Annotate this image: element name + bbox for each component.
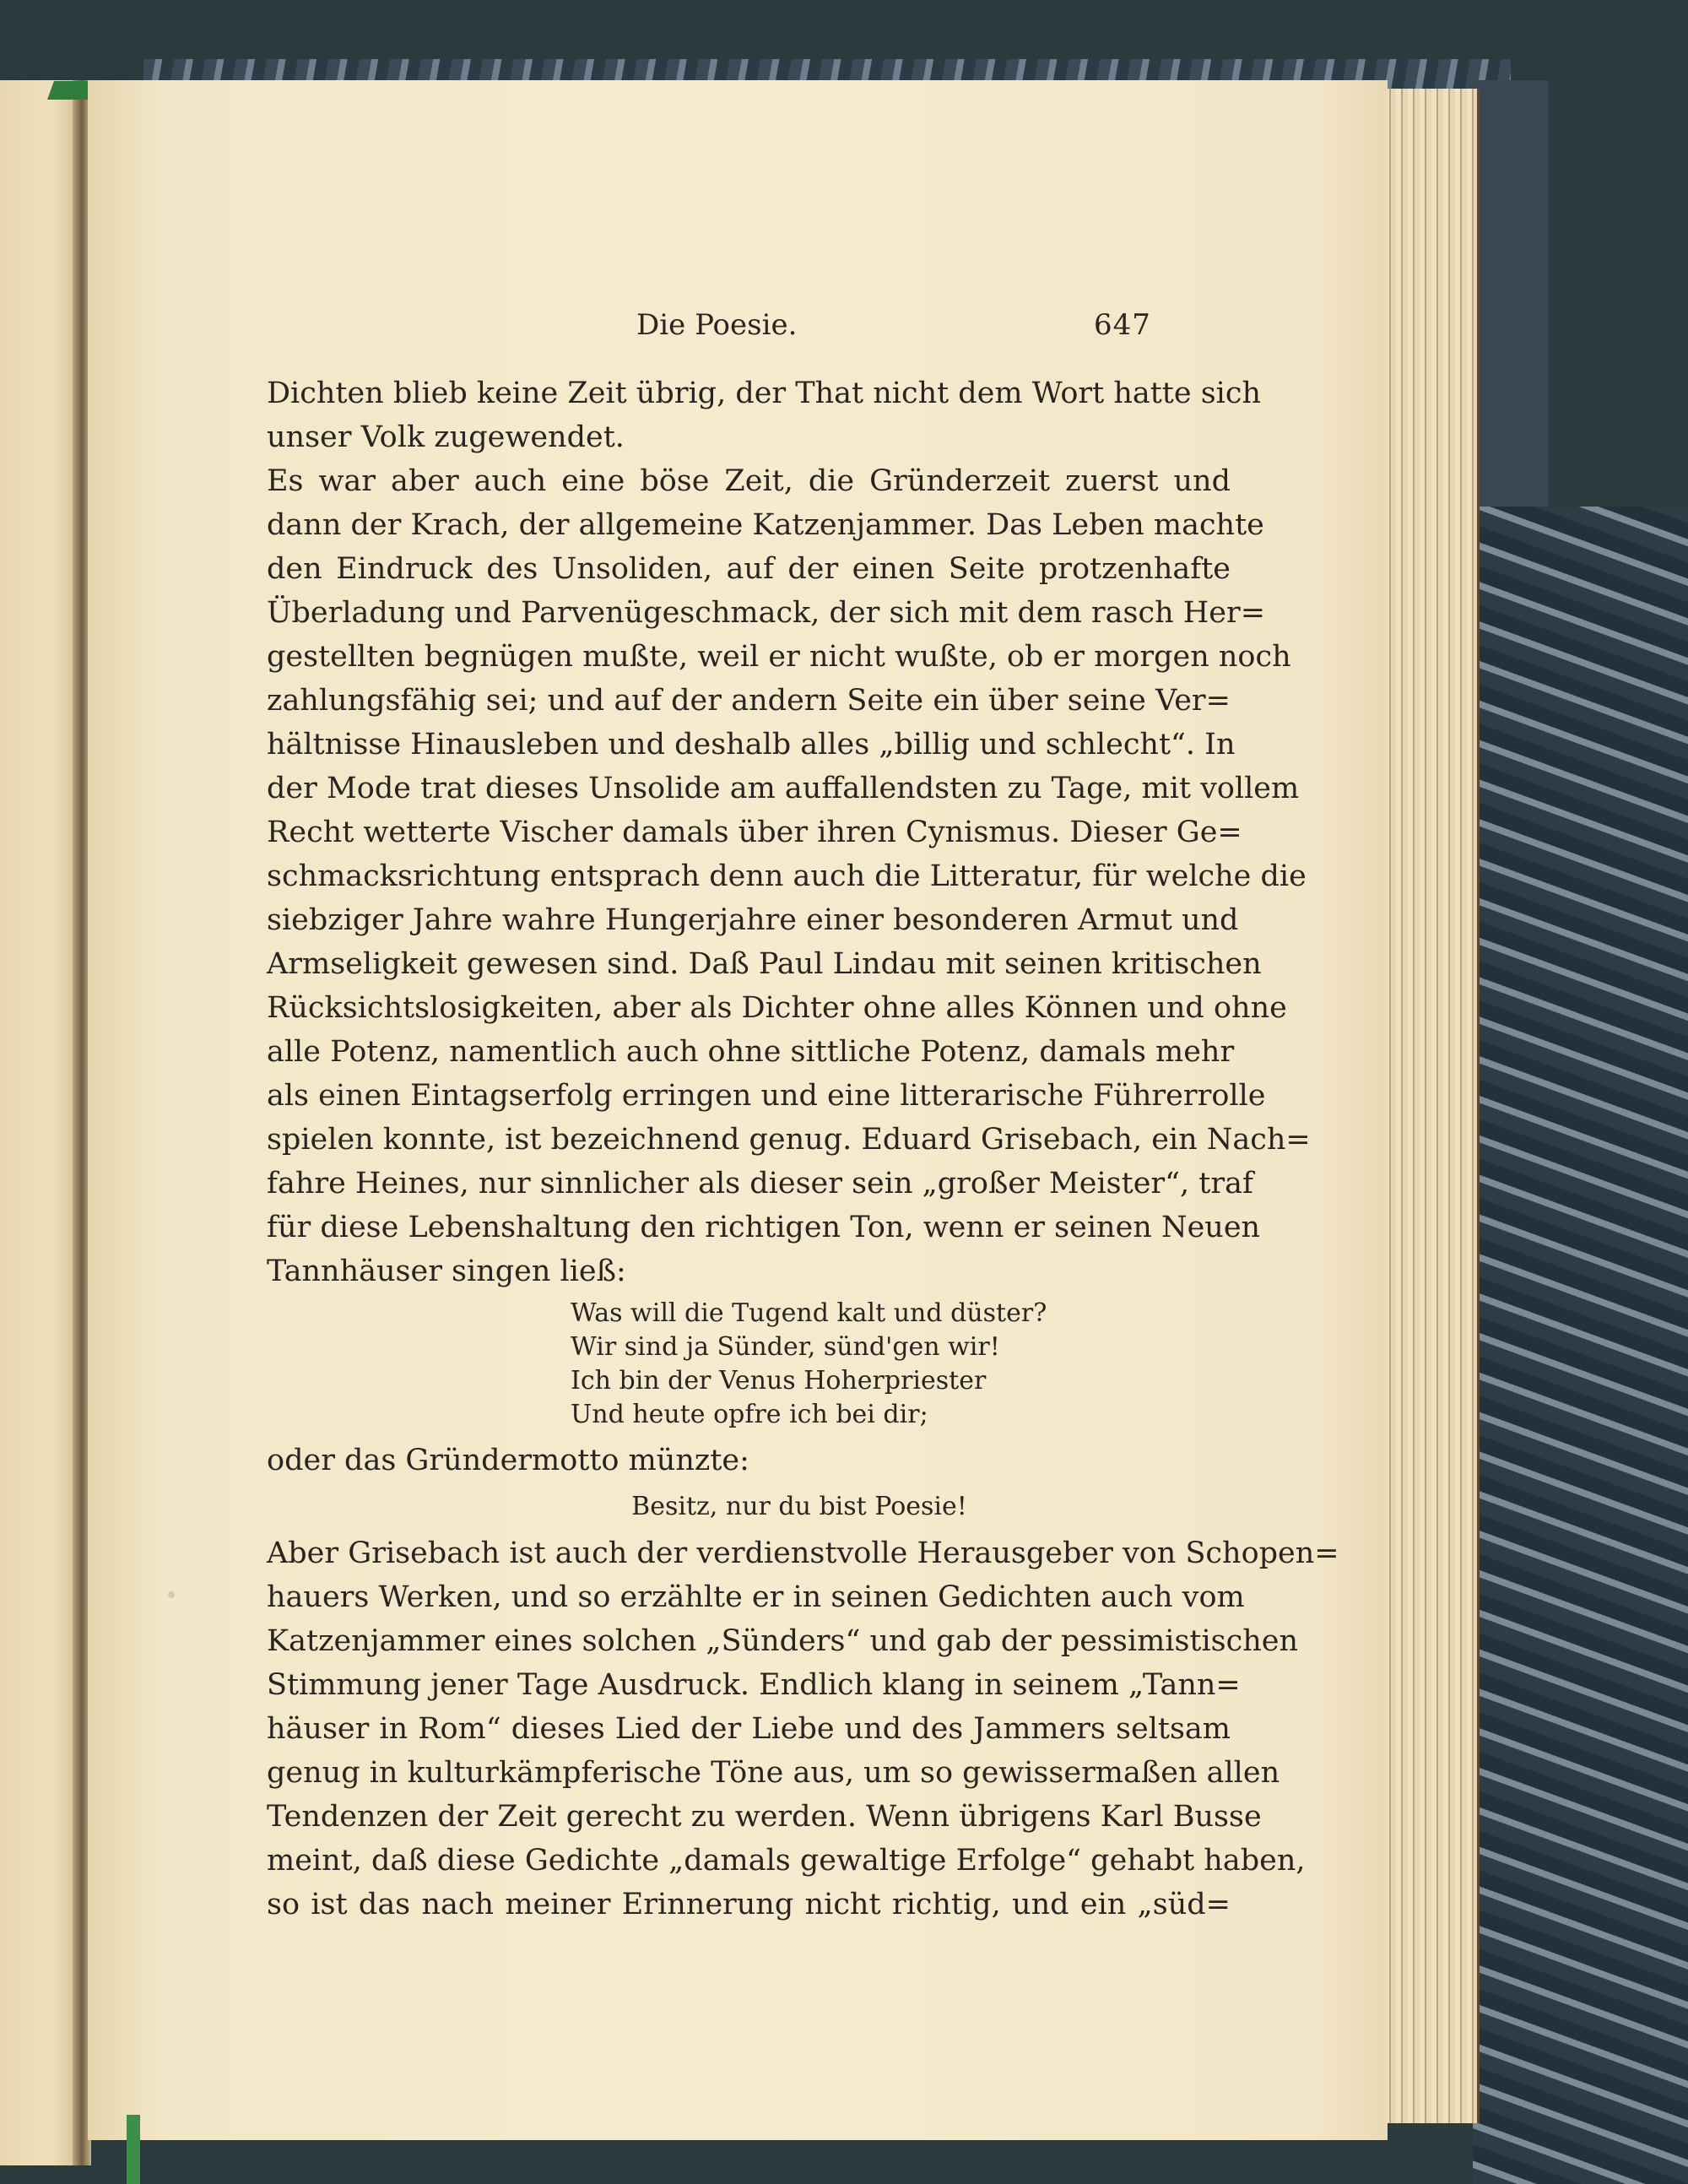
text-line: spielen konnte, ist bezeichnend genug. Eduard Grisebach, ein Nach= (267, 1123, 1311, 1157)
text-line: Rücksichtslosigkeiten, aber als Dichter ohne alles Können und ohne (267, 991, 1287, 1025)
text-line: oder das Gründermotto münzte: (267, 1444, 749, 1477)
text-line: Katzenjammer eines solchen „Sünders“ und gab der pessimistischen (267, 1624, 1299, 1658)
text-line: unser Volk zugewendet. (267, 420, 625, 454)
text-line: Aber Grisebach ist auch der verdienstvolle Herausgeber von Schopen= (267, 1536, 1339, 1570)
verse-line: Was will die Tugend kalt und düster? (571, 1298, 1047, 1328)
text-line: Armseligkeit gewesen sind. Daß Paul Lindau mit seinen kritischen (267, 947, 1262, 981)
text-line: Dichten blieb keine Zeit übrig, der That nicht dem Wort hatte sich (267, 377, 1262, 410)
text-line: den Eindruck des Unsoliden, auf der einen Seite protzenhafte (267, 552, 1231, 586)
book-cover-right-edge (1473, 507, 1688, 2184)
text-line: fahre Heines, nur sinnlicher als dieser sein „großer Meister“, traf (267, 1167, 1253, 1200)
verse-line: Und heute opfre ich bei dir; (571, 1400, 928, 1429)
text-line: häuser in Rom“ dieses Lied der Liebe und des Jammers seltsam (267, 1712, 1231, 1746)
text-line: gestellten begnügen mußte, weil er nicht wußte, ob er morgen noch (267, 640, 1291, 674)
page-number: 647 (1094, 308, 1151, 342)
motto-line: Besitz, nur du bist Poesie! (631, 1492, 967, 1521)
text-line: Tannhäuser singen ließ: (267, 1255, 626, 1288)
text-line: hältnisse Hinausleben und deshalb alles „billig und schlecht“. In (267, 728, 1236, 761)
text-line: hauers Werken, und so erzählte er in seinen Gedichten auch vom (267, 1580, 1245, 1614)
text-line: Tendenzen der Zeit gerecht zu werden. Wenn übrigens Karl Busse (267, 1800, 1262, 1834)
text-line: für diese Lebenshaltung den richtigen Ton, wenn er seinen Neuen (267, 1211, 1261, 1244)
text-line: Es war aber auch eine böse Zeit, die Gründerzeit zuerst und (267, 464, 1231, 498)
text-line: alle Potenz, namentlich auch ohne sittliche Potenz, damals mehr (267, 1035, 1235, 1069)
book-cover-right-upper (1473, 80, 1549, 511)
text-line: genug in kulturkämpferische Töne aus, um so gewissermaßen allen (267, 1756, 1280, 1790)
bookmark-ribbon-tail (127, 2115, 140, 2184)
text-line: zahlungsfähig sei; und auf der andern Seite ein über seine Ver= (267, 684, 1231, 718)
verse-line: Wir sind ja Sünder, sünd'gen wir! (571, 1332, 1000, 1362)
paper-stain (168, 1591, 175, 1598)
text-line: Stimmung jener Tage Ausdruck. Endlich klang in seinem „Tann= (267, 1668, 1241, 1702)
text-line: so ist das nach meiner Erinnerung nicht richtig, und ein „süd= (267, 1888, 1231, 1921)
book-page (88, 80, 1388, 2140)
text-line: meint, daß diese Gedichte „damals gewaltige Erfolge“ gehabt haben, (267, 1844, 1306, 1878)
text-line: schmacksrichtung entsprach denn auch die Litteratur, für welche die (267, 859, 1307, 893)
page-stack-edges (1384, 89, 1480, 2123)
verse-line: Ich bin der Venus Hoherpriester (571, 1366, 987, 1395)
text-line: Überladung und Parvenügeschmack, der sich mit dem rasch Her= (267, 596, 1266, 630)
page-text (267, 371, 1339, 1927)
running-head-title: Die Poesie. (636, 308, 798, 342)
text-line: als einen Eintagserfolg erringen und eine litterarische Führerrolle (267, 1079, 1266, 1113)
text-line: siebziger Jahre wahre Hungerjahre einer besonderen Armut und (267, 903, 1239, 937)
text-line: dann der Krach, der allgemeine Katzenjammer. Das Leben machte (267, 508, 1264, 542)
text-line: der Mode trat dieses Unsolide am auffallendsten zu Tage, mit vollem (267, 772, 1300, 805)
text-line: Recht wetterte Vischer damals über ihren Cynismus. Dieser Ge= (267, 816, 1242, 849)
